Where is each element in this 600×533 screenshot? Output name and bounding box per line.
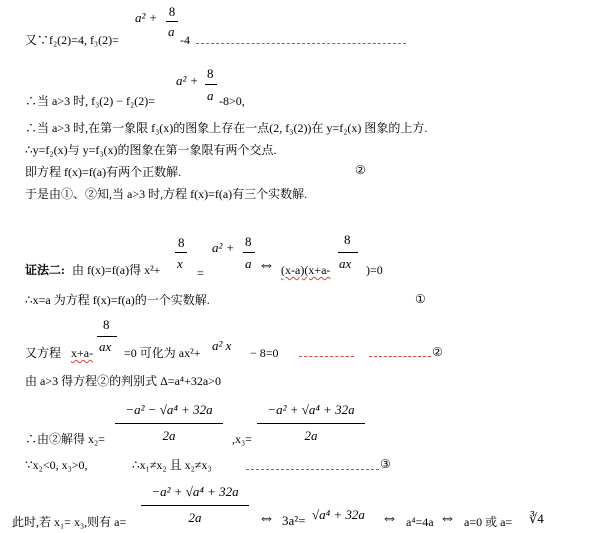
line-6-text: 于是由①、②知,当 a>3 时,方程 f(x)=f(a)有三个实数解. [25, 187, 308, 201]
line-1-fraction [166, 4, 178, 20]
circled-2-marker: ② [355, 163, 366, 177]
proof2-frac3-den: ax [339, 256, 352, 271]
line-1-fraction-num: 8 [168, 4, 176, 19]
x2-numerator: −a² − √a⁴ + 32a [125, 402, 213, 417]
proof2-line1-text: 由 f(x)=f(a)得 x²+ [72, 263, 161, 277]
proof2-line7-d: √a⁴ + 32a [312, 507, 365, 522]
red-underline-2a [299, 356, 354, 357]
x-denominator: 2a [188, 510, 202, 525]
proof2-line3-d: a² x [212, 338, 232, 353]
line-2-text: ∴当 a>3 时, f₃(2) − f₂(2)= [25, 94, 155, 108]
proof2-frac2-den: a [245, 256, 252, 271]
x2-fraction-bar [115, 423, 223, 424]
x-numerator: −a² + √a⁴ + 32a [151, 484, 239, 499]
x3-denominator: 2a [304, 428, 318, 443]
line-2-fraction-bar [205, 84, 217, 85]
red-wavy-underline [196, 43, 406, 44]
red-underline-3 [246, 469, 379, 470]
line-1-fraction-bar [166, 21, 178, 22]
proof2-frac4-den: ax [99, 339, 112, 354]
proof2-frac1-den: x [177, 256, 183, 271]
proof2-line1-factor [281, 263, 330, 277]
line-2-a2: a² + [176, 73, 199, 88]
proof2-line7-i: ∛4 [529, 511, 544, 526]
circled-2-marker-b: ② [432, 345, 443, 359]
proof2-eq: = [197, 266, 204, 280]
x3-fraction-bar [257, 423, 365, 424]
proof2-line7-h: a=0 或 a= [464, 515, 513, 529]
proof2-frac3-bar [338, 252, 358, 253]
proof2-frac3-num: 8 [344, 232, 351, 247]
proof2-line3-b: x+a- [71, 346, 94, 360]
line-2-fraction-num: 8 [207, 66, 214, 81]
red-underline-2b [369, 356, 431, 357]
circled-1-marker: ① [415, 292, 426, 306]
proof2-line5-b: ,x₃= [232, 432, 252, 446]
line-1-fraction-den: a [168, 24, 175, 39]
line-5-text: 即方程 f(x)=f(a)有两个正数解. [25, 165, 182, 179]
proof2-line2-text: ∴x=a 为方程 f(x)=f(a)的一个实数解. [25, 293, 210, 307]
proof2-line3-c: =0 可化为 ax²+ [124, 346, 201, 360]
circled-3-marker: ③ [380, 457, 391, 471]
line-1-text: 又∵f₂(2)=4, f₃(2)= [25, 33, 119, 47]
line-1-a2: a² + [135, 10, 158, 25]
proof2-line6-a: ∵x₂<0, x₃>0, [25, 458, 88, 472]
proof2-a2: a² + [212, 240, 235, 255]
proof2-line5-a: ∴由②解得 x₂= [25, 432, 105, 446]
proof2-frac2-num: 8 [245, 234, 252, 249]
proof2-line7-f: a⁴=4a [406, 515, 434, 529]
proof2-line7-c: 3a²= [282, 513, 306, 528]
proof2-line6-b: ∴x₁≠x₂ 且 x₂≠x₃ [132, 458, 212, 472]
line-3-text: ∴当 a>3 时,在第一象限 f₃(x)的图象上存在一点(2, f₃(2))在 y=f₂(x) 图象的上方. [25, 121, 428, 135]
line-2-tail: -8>0, [219, 94, 245, 108]
proof2-frac1-bar [175, 252, 187, 253]
proof2-frac1-num: 8 [178, 235, 185, 250]
proof2-line4-text: 由 a>3 得方程②的判别式 Δ=a⁴+32a>0 [25, 374, 221, 388]
proof2-frac2-bar [243, 252, 255, 253]
proof2-factor-a: (x-a)(x+a- [281, 263, 331, 277]
proof2-line7-a: 此时,若 x₁= x₃,则有 a= [12, 515, 127, 529]
line-1-tail: -4 [180, 33, 190, 47]
x2-denominator: 2a [162, 428, 176, 443]
proof2-frac4-num: 8 [103, 317, 110, 332]
iff-2: ⇔ [258, 508, 275, 527]
proof2-line3-a: 又方程 [25, 346, 62, 360]
iff-4: ⇔ [439, 508, 456, 527]
proof2-frac4-bar [97, 336, 117, 337]
x3-numerator: −a² + √a⁴ + 32a [267, 402, 355, 417]
proof2-line3-e: − 8=0 [250, 346, 279, 360]
line-2-fraction-den: a [207, 88, 214, 103]
proof2-label: 证法二: [25, 263, 65, 277]
proof2-iff-1: ⇔ [258, 255, 275, 274]
proof2-line1-end: )=0 [366, 263, 383, 277]
iff-3: ⇔ [381, 508, 398, 527]
line-4-text: ∴y=f₂(x)与 y=f₃(x)的图象在第一象限有两个交点. [25, 143, 277, 157]
x-fraction-bar [141, 505, 249, 506]
